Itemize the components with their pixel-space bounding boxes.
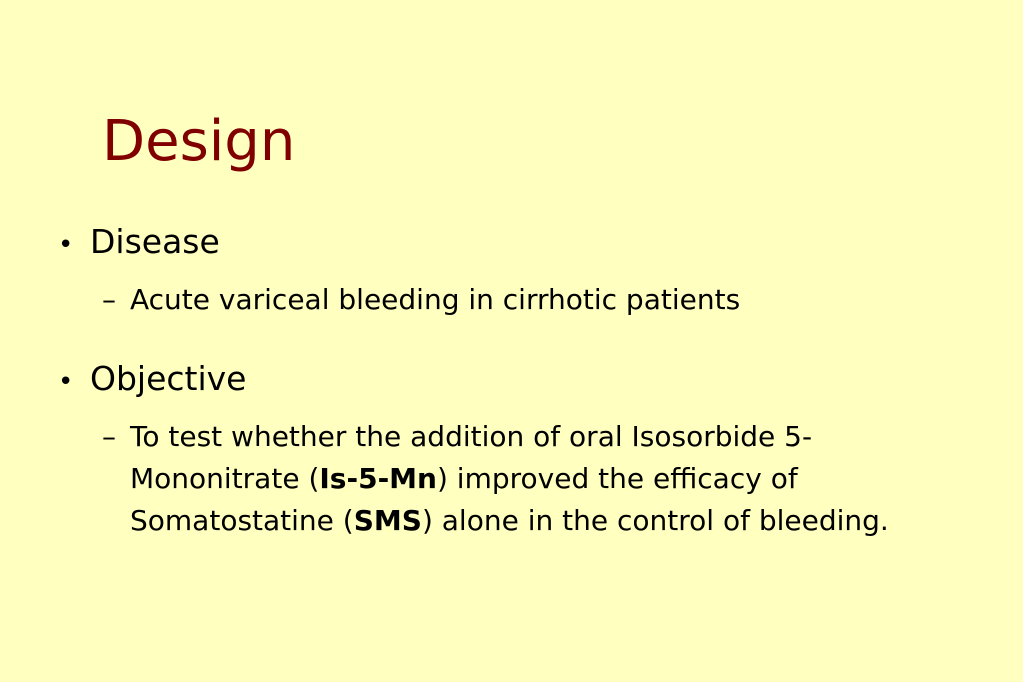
sub-bullet-text: Acute variceal bleeding in cirrhotic patients (130, 283, 741, 316)
bullet-disease (58, 220, 958, 267)
bullet-objective (58, 357, 958, 404)
sub-bullet-objective (102, 416, 958, 542)
sub-bullet-disease (102, 279, 958, 321)
section-objective (58, 357, 958, 542)
sub-bullet-marker: – (102, 420, 116, 453)
objective-text-part2: ) improved the efficacy of Somatostatine ( (130, 462, 798, 537)
section-disease (58, 220, 958, 321)
bullet-heading: Objective (90, 359, 247, 398)
abbr-sms: SMS (353, 504, 422, 537)
sub-bullet-text (130, 416, 940, 542)
sub-bullet-marker: – (102, 283, 116, 316)
bullet-marker: • (58, 367, 74, 397)
bullet-marker: • (58, 230, 74, 260)
bullet-heading: Disease (90, 222, 220, 261)
objective-text-part1: To test whether the addition of oral Isosorbide 5-Mononitrate ( (130, 420, 813, 495)
slide-title: Design (102, 109, 296, 174)
abbr-is-5-mn: Is-5-Mn (319, 462, 437, 495)
objective-text-part3: ) alone in the control of bleeding. (421, 504, 889, 537)
